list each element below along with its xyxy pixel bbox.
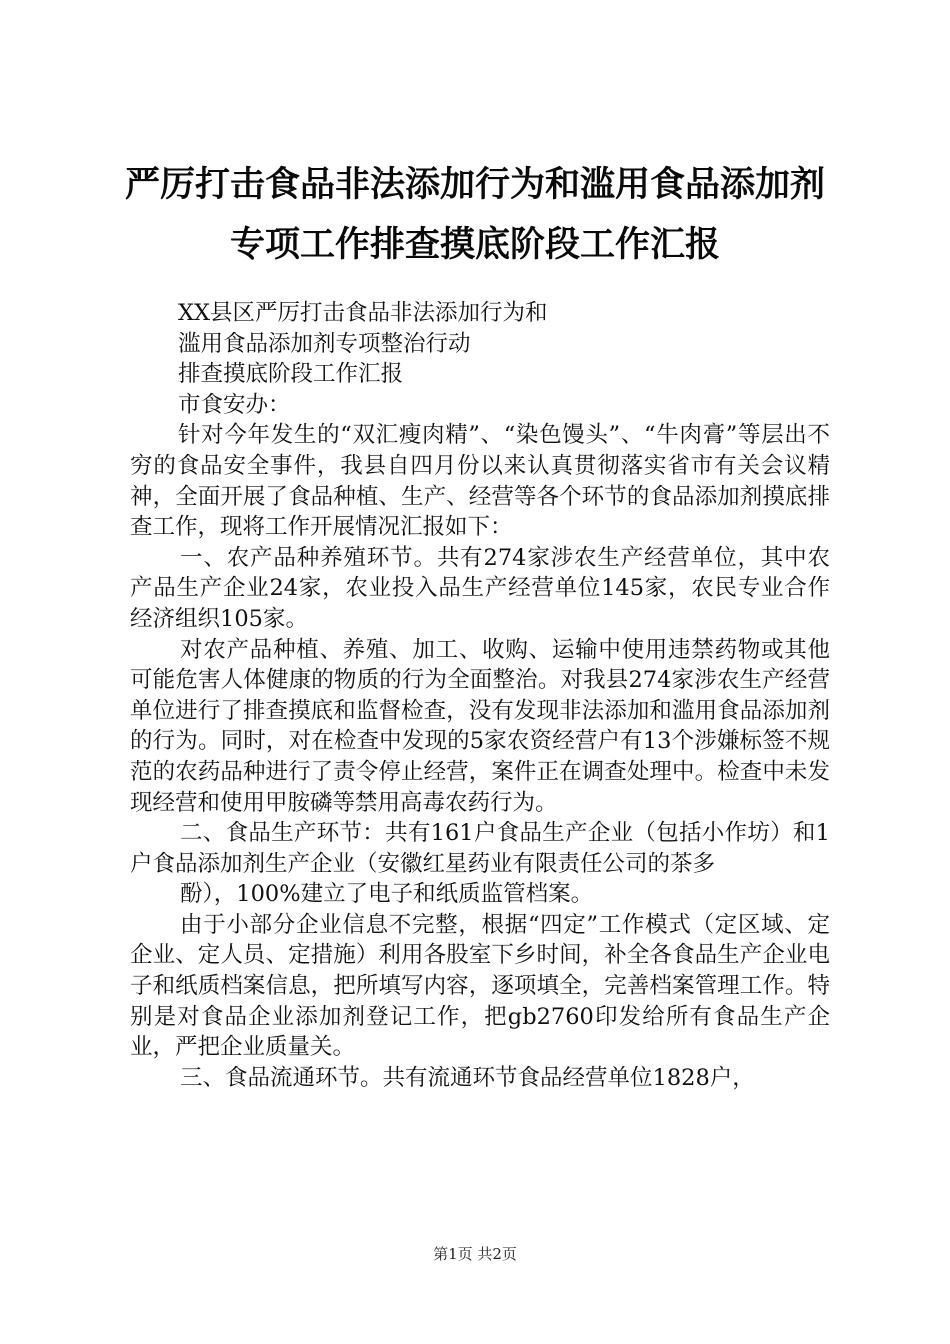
title-line-2: 专项工作排查摸底阶段工作汇报 [229, 224, 720, 265]
paragraph-section-2-continued: 酚），100%建立了电子和纸质监管档案。 [180, 881, 594, 908]
heading-line-1: XX县区严厉打击食品非法添加行为和 [178, 300, 548, 326]
heading-line-2: 滥用食品添加剂专项整治行动 [178, 330, 471, 357]
paragraph-section-1-detail: 对农产品种植、养殖、加工、收购、运输中使用违禁药物或其他可能危害人体健康的物质的行为全面整治。对我县274家涉农生产经营单位进行了排查摸底和监督检查，没有发现非法添加和滥用食品添加剂的行为。同时，对在检查中发现的5家农资经营户有13个涉嫌标签不规范的农药品种进行了责令停止经营，案件正在调查处理中。检查中未发现经营和使用甲胺磷等禁用高毒农药行为。 [130, 636, 830, 816]
title-line-1: 严厉打击食品非法添加行为和滥用食品添加剂 [124, 164, 825, 205]
paragraph-intro: 针对今年发生的“双汇瘦肉精”、“染色馒头”、“牛肉膏”等层出不穷的食品安全事件，我县自四月份以来认真贯彻落实省市有关会议精神，全面开展了食品种植、生产、经营等各个环节的食品添加剂摸底排查工作，现将工作开展情况汇报如下： [130, 422, 830, 541]
document-body [130, 298, 830, 1093]
paragraph-section-1: 一、农产品种养殖环节。共有274家涉农生产经营单位，其中农产品生产企业24家，农业投入品生产经营单位145家，农民专业合作经济组织105家。 [130, 544, 830, 632]
paragraph-section-2: 二、食品生产环节：共有161户食品生产企业（包括小作坊）和1户食品添加剂生产企业（安徽红星药业有限责任公司的茶多 [130, 820, 830, 877]
paragraph-section-2-detail: 由于小部分企业信息不完整，根据“四定”工作模式（定区域、定企业、定人员、定措施）利用各股室下乡时间，补全各食品生产企业电子和纸质档案信息，把所填写内容，逐项填全，完善档案管理工作。特别是对食品企业添加剂登记工作，把gb2760印发给所有食品生产企业，严把企业质量关。 [130, 911, 830, 1061]
heading-line-3: 排查摸底阶段工作汇报 [178, 361, 404, 388]
paragraph-section-3: 三、食品流通环节。共有流通环节食品经营单位1828户， [180, 1064, 755, 1091]
page-number-footer: 第1页 共2页 [433, 1245, 517, 1263]
addressee: 市食安办： [178, 391, 291, 418]
